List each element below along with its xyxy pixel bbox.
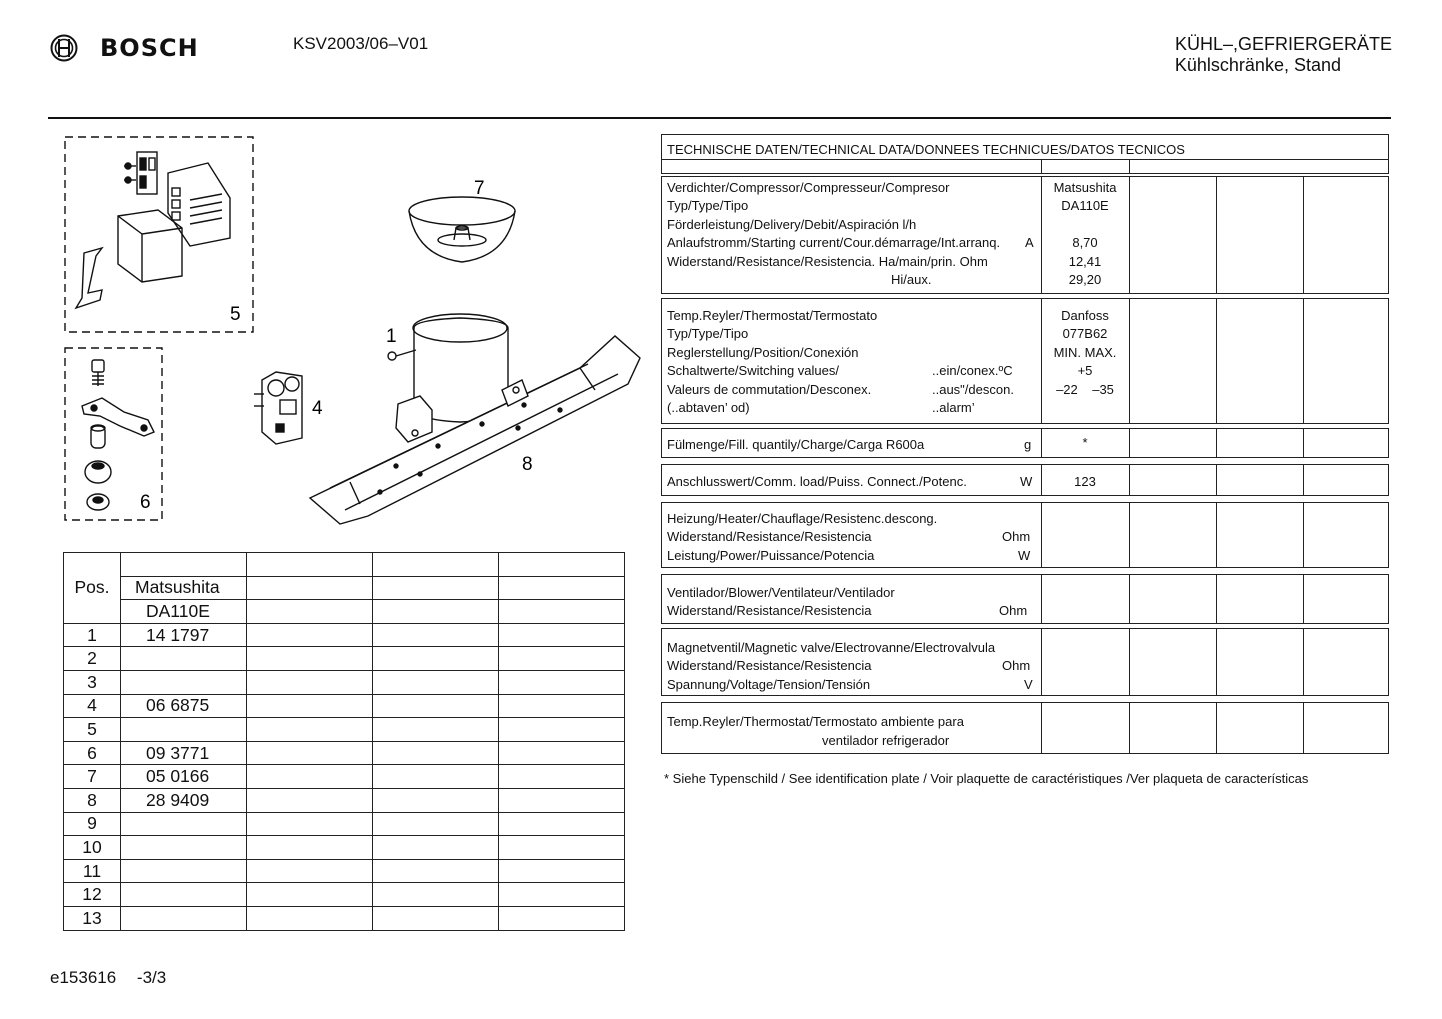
part-position: 5 — [64, 718, 121, 742]
part-number: 28 9409 — [121, 788, 247, 812]
empty-cell — [499, 883, 625, 907]
switch-on-value: +5 — [1077, 363, 1093, 378]
category-subtitle: Kühlschränke, Stand — [1174, 55, 1341, 75]
empty-cell — [373, 836, 499, 860]
part-number — [121, 859, 247, 883]
empty-cell — [499, 694, 625, 718]
empty-cell — [499, 812, 625, 836]
starting-current-label: Anlaufstromm/Starting current/Cour.démarrage/Int.arranq. — [667, 235, 1001, 250]
fill-quantity-value: * — [1082, 435, 1088, 450]
empty-cell — [247, 741, 373, 765]
compressor-section — [661, 176, 1389, 294]
empty-cell — [373, 647, 499, 671]
table-row — [64, 718, 625, 742]
resistance-aux-value: 29,20 — [1068, 272, 1102, 287]
part-number — [121, 647, 247, 671]
alarm-label: ..alarm’ — [932, 400, 975, 415]
callout-1: 1 — [386, 326, 397, 347]
starting-current-unit: A — [1025, 235, 1034, 250]
table-row — [64, 623, 625, 647]
type-value: DA110E — [1061, 198, 1109, 213]
table-row — [64, 741, 625, 765]
table-row — [64, 812, 625, 836]
magnetic-valve-label: Magnetventil/Magnetic valve/Electrovanne/Electrovalvula — [667, 640, 996, 655]
resistance-aux-label: Hi/aux. — [891, 272, 932, 287]
compressor-type-header: DA110E — [121, 600, 247, 624]
ambient-thermostat-section — [661, 702, 1389, 754]
thermostat-value: Danfoss — [1061, 308, 1109, 323]
empty-cell — [373, 788, 499, 812]
heater-power-unit: W — [1018, 548, 1031, 563]
table-row — [64, 788, 625, 812]
compressor-value: Matsushita — [1053, 180, 1117, 195]
part-position: 11 — [64, 859, 121, 883]
heater-resistance-label: Widerstand/Resistance/Resistencia — [667, 529, 872, 544]
table-row — [64, 694, 625, 718]
part-position: 12 — [64, 883, 121, 907]
switch-off-value: –22 –35 — [1056, 382, 1114, 397]
blower-label: Ventilador/Blower/Ventilateur/Ventilador — [667, 585, 895, 600]
empty-cell — [373, 906, 499, 930]
type-label: Typ/Type/Tipo — [667, 198, 749, 213]
switching-values-fr-label: Valeurs de commutation/Desconex. — [667, 382, 872, 397]
page-number: -3/3 — [136, 968, 167, 987]
part-position: 3 — [64, 670, 121, 694]
table-row — [64, 906, 625, 930]
relay-cover-part — [168, 163, 230, 246]
part-position: 7 — [64, 765, 121, 789]
empty-cell — [247, 906, 373, 930]
model-number: KSV2003/06–V01 — [293, 34, 429, 53]
connected-load-section — [661, 464, 1389, 496]
empty-cell — [373, 694, 499, 718]
magnetic-valve-section — [661, 628, 1389, 696]
ambient-thermostat-label: Temp.Reyler/Thermostat/Termostato ambiente para — [667, 714, 964, 729]
empty-cell — [373, 859, 499, 883]
switch-on-label: ..ein/conex.ºC — [932, 363, 1013, 378]
position-label: Reglerstellung/Position/Conexión — [667, 345, 859, 360]
part-number: 14 1797 — [121, 623, 247, 647]
part-number: 05 0166 — [121, 765, 247, 789]
thermostat-type-value: 077B62 — [1062, 326, 1108, 341]
thermostat-label: Temp.Reyler/Thermostat/Termostato — [667, 308, 878, 323]
callout-7: 6 — [140, 492, 151, 513]
starting-current-value: 8,70 — [1072, 235, 1098, 250]
part-position: 6 — [64, 741, 121, 765]
empty-cell — [247, 812, 373, 836]
empty-cell — [499, 670, 625, 694]
empty-cell — [373, 883, 499, 907]
part-number: 09 3771 — [121, 741, 247, 765]
parts-table — [63, 552, 625, 931]
empty-cell — [247, 883, 373, 907]
callout-8: 8 — [522, 454, 533, 475]
parts-header-row — [64, 576, 625, 600]
valve-resistance-label: Widerstand/Resistance/Resistencia — [667, 658, 872, 673]
table-row — [64, 859, 625, 883]
table-row — [64, 647, 625, 671]
part-position: 10 — [64, 836, 121, 860]
valve-voltage-unit: V — [1024, 677, 1033, 692]
brand-header — [50, 34, 199, 62]
part-number — [121, 836, 247, 860]
part-number — [121, 670, 247, 694]
fill-quantity-label: Fülmenge/Fill. quantily/Charge/Carga R600a — [667, 437, 925, 452]
empty-cell — [499, 788, 625, 812]
table-row — [64, 765, 625, 789]
starter-block-part — [118, 210, 182, 282]
empty-cell — [373, 718, 499, 742]
ambient-thermostat-label-2: ventilador refrigerador — [822, 733, 950, 748]
pos-header: Pos. — [64, 576, 121, 600]
tech-data-title: TECHNISCHE DATEN/TECHNICAL DATA/DONNEES TECHNICUES/DATOS TECNICOS — [667, 142, 1185, 157]
part-position: 1 — [64, 623, 121, 647]
heater-label: Heizung/Heater/Chauflage/Resistenc.descong. — [667, 511, 938, 526]
resistance-main-label: Widerstand/Resistance/Resistencia. Ha/main/prin. Ohm — [667, 254, 988, 269]
brand-name: BOSCH — [100, 34, 199, 62]
callout-4: 4 — [312, 398, 323, 419]
heater-resistance-unit: Ohm — [1002, 529, 1031, 544]
defrost-label: (..abtaven’ od) — [667, 400, 750, 415]
connected-load-value: 123 — [1074, 474, 1096, 489]
callout-6: 7 — [474, 178, 485, 199]
empty-cell — [247, 765, 373, 789]
exploded-parts-diagram — [40, 128, 660, 538]
sleeve-part — [91, 426, 105, 448]
empty-cell — [373, 765, 499, 789]
bosch-logo-icon — [50, 34, 78, 62]
empty-cell — [373, 623, 499, 647]
empty-cell — [499, 623, 625, 647]
clip-bracket-part — [76, 248, 102, 308]
part-position: 13 — [64, 906, 121, 930]
refrigerant-charge-section — [661, 428, 1389, 458]
parts-header-row-blank — [64, 553, 625, 577]
delivery-label: Förderleistung/Delivery/Debit/Aspiración l/h — [667, 217, 917, 232]
part-number — [121, 718, 247, 742]
category-title: KÜHL–,GEFRIERGERÄTE — [1174, 34, 1392, 54]
empty-cell — [499, 859, 625, 883]
table-row — [64, 836, 625, 860]
callout-5: 5 — [230, 304, 241, 325]
thermostat-type-label: Typ/Type/Tipo — [667, 326, 749, 341]
valve-voltage-label: Spannung/Voltage/Tension/Tensión — [667, 677, 871, 692]
empty-cell — [247, 836, 373, 860]
valve-resistance-unit: Ohm — [1002, 658, 1031, 673]
compressor-label: Verdichter/Compressor/Compresseur/Compresor — [667, 180, 950, 195]
empty-cell — [247, 859, 373, 883]
empty-cell — [247, 788, 373, 812]
table-row — [64, 670, 625, 694]
part-position: 4 — [64, 694, 121, 718]
part-number — [121, 883, 247, 907]
screw-part — [92, 360, 104, 372]
position-value: MIN. MAX. — [1053, 345, 1117, 360]
empty-cell — [499, 647, 625, 671]
blower-section — [661, 574, 1389, 624]
drip-tray-part — [409, 197, 515, 225]
switch-off-label: ..aus"/descon. — [932, 382, 1014, 397]
empty-cell — [373, 812, 499, 836]
part-position: 8 — [64, 788, 121, 812]
empty-cell — [499, 718, 625, 742]
empty-cell — [247, 718, 373, 742]
connected-load-label: Anschlusswert/Comm. load/Puiss. Connect./Potenc. — [667, 474, 967, 489]
part-position: 9 — [64, 812, 121, 836]
empty-cell — [499, 836, 625, 860]
empty-cell — [247, 670, 373, 694]
empty-cell — [499, 906, 625, 930]
tech-data-title-bar — [661, 134, 1389, 160]
part-position: 2 — [64, 647, 121, 671]
heater-power-label: Leistung/Power/Puissance/Potencia — [667, 548, 875, 563]
document-id: e153616 — [50, 968, 117, 987]
switching-values-label: Schaltwerte/Switching values/ — [667, 363, 839, 378]
part-number — [121, 812, 247, 836]
tech-data-column-header — [661, 160, 1389, 174]
part-number — [121, 906, 247, 930]
header-divider — [48, 117, 1391, 119]
page-footer — [50, 968, 182, 988]
empty-cell — [373, 670, 499, 694]
empty-cell — [247, 694, 373, 718]
heater-section — [661, 502, 1389, 568]
fill-quantity-unit: g — [1024, 437, 1032, 452]
blower-resistance-label: Widerstand/Resistance/Resistencia — [667, 603, 872, 618]
connected-load-unit: W — [1020, 474, 1033, 489]
empty-cell — [499, 741, 625, 765]
empty-cell — [247, 647, 373, 671]
blower-resistance-unit: Ohm — [999, 603, 1028, 618]
manufacturer-header: Matsushita — [121, 576, 247, 600]
resistance-main-value: 12,41 — [1068, 254, 1102, 269]
thermostat-section — [661, 298, 1389, 424]
part-number: 06 6875 — [121, 694, 247, 718]
empty-cell — [373, 741, 499, 765]
table-row — [64, 883, 625, 907]
footnote: * Siehe Typenschild / See identification plate / Voir plaquette de caractéristiques /Ver plaqueta de características — [664, 771, 1309, 786]
parts-header-row-2 — [64, 600, 625, 624]
empty-cell — [499, 765, 625, 789]
empty-cell — [247, 623, 373, 647]
